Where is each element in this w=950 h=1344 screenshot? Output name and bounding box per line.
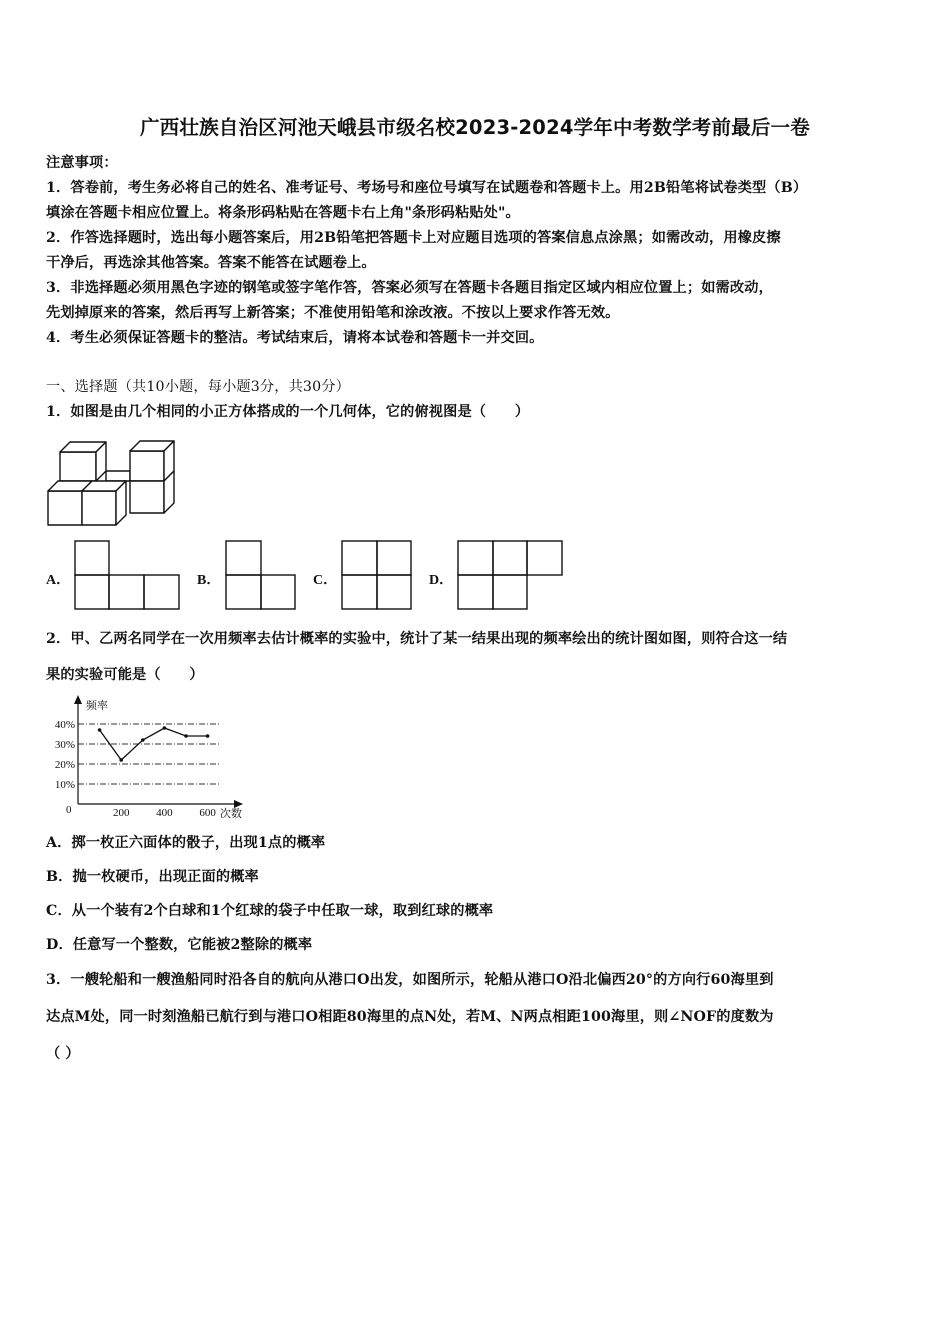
q1-option-d-label[interactable]: D． [429,573,454,588]
y-tick-label: 10% [54,779,75,791]
x-tick-label: 200 [112,807,130,819]
q1-solid-figure [46,437,180,527]
q1-stem: 1．如图是由几个相同的小正方体搭成的一个几何体，它的俯视图是（ ） [46,404,530,420]
frequency-line-chart [40,692,270,824]
chart-grid [78,724,220,784]
x-axis-label: 次数 [220,808,242,820]
data-point [119,758,123,762]
section-heading: 一、选择题（共10小题，每小题3分，共30分） [46,379,350,395]
notice-line: 4．考生必须保证答题卡的整洁。考试结束后，请将本试卷和答题卡一并交回。 [46,330,544,346]
q3-line2: 达点M处，同一时刻渔船已航行到与港口O相距80海里的点N处，若M、N两点相距100海里，则∠NOF的度数为 [46,1009,774,1025]
notice-line: 2．作答选择题时，选出每小题答案后，用2B铅笔把答题卡上对应题目选项的答案信息点涂黑；如需改动，用橡皮擦 [46,230,781,246]
q1-option-a-label[interactable]: A． [46,573,71,588]
y-axis-arrow [74,695,82,704]
notice-line: 3．非选择题必须用黑色字迹的钢笔或签字笔作答，答案必须写在答题卡各题目指定区域内相应位置上；如需改动， [46,280,773,296]
data-point [98,728,102,732]
q1-option-b-figure[interactable] [225,540,298,611]
page-title: 广西壮族自治区河池天峨县市级名校2023-2024学年中考数学考前最后一卷 [139,116,811,139]
notice-line: 填涂在答题卡相应位置上。将条形码粘贴在答题卡右上角"条形码粘贴处"。 [46,205,520,221]
q2-option-c[interactable]: C．从一个装有2个白球和1个红球的袋子中任取一球，取到红球的概率 [46,903,494,919]
notice-line: 干净后，再选涂其他答案。答案不能答在试题卷上。 [46,255,376,271]
notice-line: 先划掉原来的答案，然后再写上新答案；不准使用铅笔和涂改液。不按以上要求作答无效。 [46,305,620,321]
q1-option-c-figure[interactable] [341,540,414,611]
q1-option-a-figure[interactable] [74,540,182,611]
q2-stem-line1: 2．甲、乙两名同学在一次用频率去估计概率的实验中，统计了某一结果出现的频率绘出的统计图如图，则符合这一结 [46,631,788,647]
data-point [184,734,188,738]
x-tick-label: 400 [156,807,173,819]
data-point [141,738,145,742]
x-tick-label: 600 [199,807,216,819]
q2-stem-line2: 果的实验可能是（ ） [46,667,204,683]
q2-option-b[interactable]: B．抛一枚硬币，出现正面的概率 [46,869,259,885]
q1-option-d-figure[interactable] [457,540,565,611]
data-point [206,734,210,738]
y-tick-label: 40% [54,719,75,731]
q3-line1: 3．一艘轮船和一艘渔船同时沿各自的航向从港口O出发，如图所示，轮船从港口O沿北偏西20°的方向行60海里到 [46,972,774,988]
notice-heading: 注意事项： [46,155,118,171]
q2-option-d[interactable]: D．任意写一个整数，它能被2整除的概率 [46,937,313,953]
q2-option-a[interactable]: A．掷一枚正六面体的骰子，出现1点的概率 [46,835,326,851]
origin-label: 0 [66,804,72,816]
x-axis-arrow [234,800,243,808]
q1-option-b-label[interactable]: B． [197,573,221,588]
y-tick-label: 20% [54,759,75,771]
y-tick-label: 30% [54,739,75,751]
notice-line: 1．答卷前，考生务必将自己的姓名、准考证号、考场号和座位号填写在试题卷和答题卡上。用2B铅笔将试卷类型（B） [46,180,808,196]
q3-line3: （ ） [46,1046,80,1062]
y-axis-label: 频率 [86,700,108,712]
q1-option-c-label[interactable]: C． [313,573,338,588]
data-point [163,726,167,730]
